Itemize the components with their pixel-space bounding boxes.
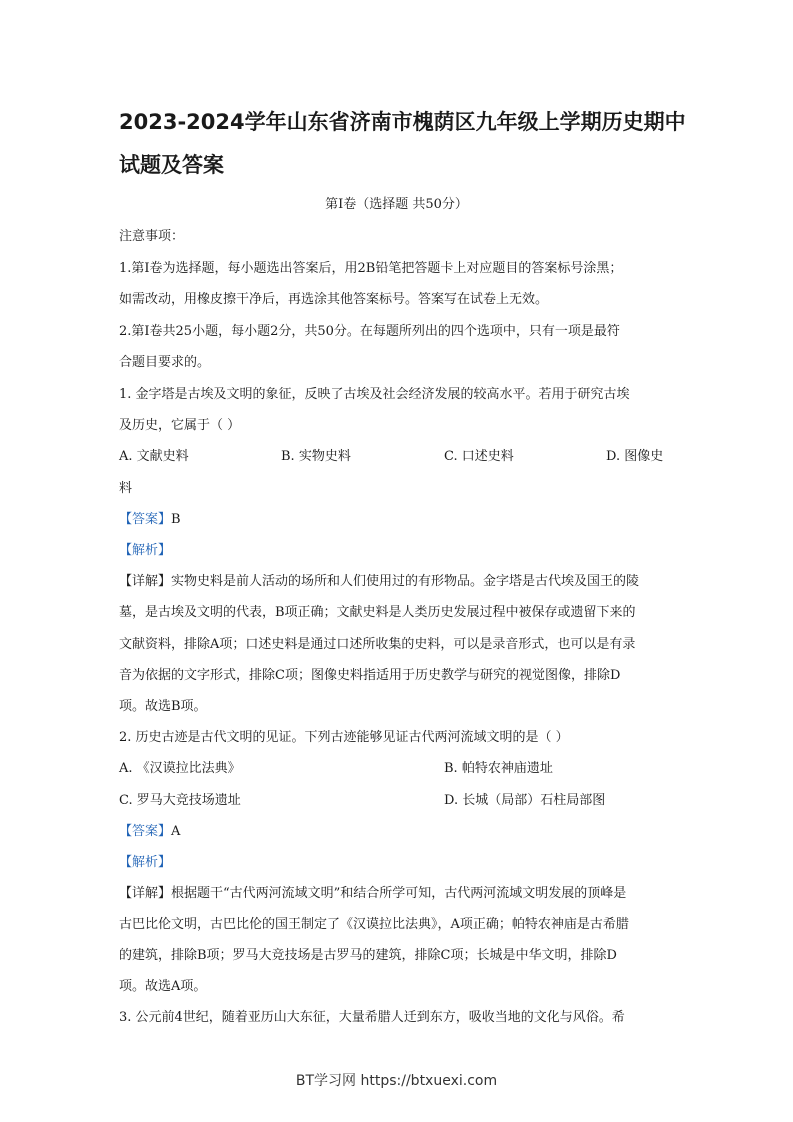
notice-item-1-line-1: 1.第Ⅰ卷为选择题，每小题选出答案后，用2B铅笔把答题卡上对应题目的答案标号涂黑； xyxy=(119,261,623,276)
q1-answer-value: B xyxy=(171,512,181,527)
q2-option-d: D. 长城（局部）石柱局部图 xyxy=(444,793,606,808)
q1-detail-line-3: 文献资料，排除A项；口述史料是通过口述所收集的史料，可以是录音形式，也可以是有录 xyxy=(119,637,636,652)
q2-detail-text-1: 根据题干“古代两河流域文明”和结合所学可知，古代两河流域文明发展的顶峰是 xyxy=(171,886,627,901)
q2-answer-value: A xyxy=(171,824,181,839)
q1-analysis-tag: 【解析】 xyxy=(119,543,172,558)
detail-tag: 【详解】 xyxy=(119,886,172,901)
notice-label: 注意事项： xyxy=(119,229,185,244)
q1-detail-line-4: 音为依据的文字形式，排除C项；图像史料指适用于历史教学与研究的视觉图像，排除D xyxy=(119,668,621,683)
q2-analysis-tag: 【解析】 xyxy=(119,855,172,870)
q1-option-c: C. 口述史料 xyxy=(444,449,514,464)
q1-option-a: A. 文献史料 xyxy=(119,449,189,464)
q1-option-d: D. 图像史 xyxy=(606,449,664,464)
q2-answer xyxy=(119,824,679,840)
q2-detail-line-3: 的建筑，排除B项；罗马大竞技场是古罗马的建筑，排除C项；长城是中华文明，排除D xyxy=(119,948,617,963)
q2-option-a: A. 《汉谟拉比法典》 xyxy=(119,761,241,776)
q2-detail-line-4: 项。故选A项。 xyxy=(119,979,207,994)
answer-tag: 【答案】 xyxy=(119,824,172,839)
q1-detail-line-5: 项。故选B项。 xyxy=(119,699,207,714)
q1-answer xyxy=(119,512,679,528)
footer-watermark: BT学习网 https://btxuexi.com xyxy=(295,1073,498,1089)
q1-option-b: B. 实物史料 xyxy=(281,449,351,464)
q1-detail-line-2: 墓，是古埃及文明的代表，B项正确；文献史料是人类历史发展过程中被保存或遗留下来的 xyxy=(119,605,636,620)
q2-option-b: B. 帕特农神庙遗址 xyxy=(444,761,553,776)
q2-stem: 2. 历史古迹是古代文明的见证。下列古迹能够见证古代两河流域文明的是（ ） xyxy=(119,730,569,745)
document-title-line-2: 试题及答案 xyxy=(119,153,224,177)
document-title-line-1: 2023-2024学年山东省济南市槐荫区九年级上学期历史期中 xyxy=(119,110,686,134)
notice-item-2-line-2: 合题目要求的。 xyxy=(119,355,211,370)
notice-item-2-line-1: 2.第Ⅰ卷共25小题，每小题2分，共50分。在每题所列出的四个选项中，只有一项是最符 xyxy=(119,324,620,339)
section-header: 第Ⅰ卷（选择题 共50分） xyxy=(325,197,468,212)
answer-tag: 【答案】 xyxy=(119,512,172,527)
detail-tag: 【详解】 xyxy=(119,574,172,589)
q2-detail-line-1 xyxy=(119,886,679,902)
q1-detail-text-1: 实物史料是前人活动的场所和人们使用过的有形物品。金字塔是古代埃及国王的陵 xyxy=(171,574,640,589)
q1-detail-line-1 xyxy=(119,574,679,590)
q1-stem-line-1: 1. 金字塔是古埃及文明的象征，反映了古埃及社会经济发展的较高水平。若用于研究古埃 xyxy=(119,387,630,402)
q1-option-d-wrap: 料 xyxy=(119,481,133,496)
q3-stem: 3. 公元前4世纪，随着亚历山大东征，大量希腊人迁到东方，吸收当地的文化与风俗。希 xyxy=(119,1010,625,1025)
notice-item-1-line-2: 如需改动，用橡皮擦干净后，再选涂其他答案标号。答案写在试卷上无效。 xyxy=(119,292,549,307)
q1-stem-line-2: 及历史，它属于（ ） xyxy=(119,418,241,433)
q2-option-c: C. 罗马大竞技场遗址 xyxy=(119,793,241,808)
q2-detail-line-2: 古巴比伦文明，古巴比伦的国王制定了《汉谟拉比法典》，A项正确；帕特农神庙是古希腊 xyxy=(119,917,629,932)
